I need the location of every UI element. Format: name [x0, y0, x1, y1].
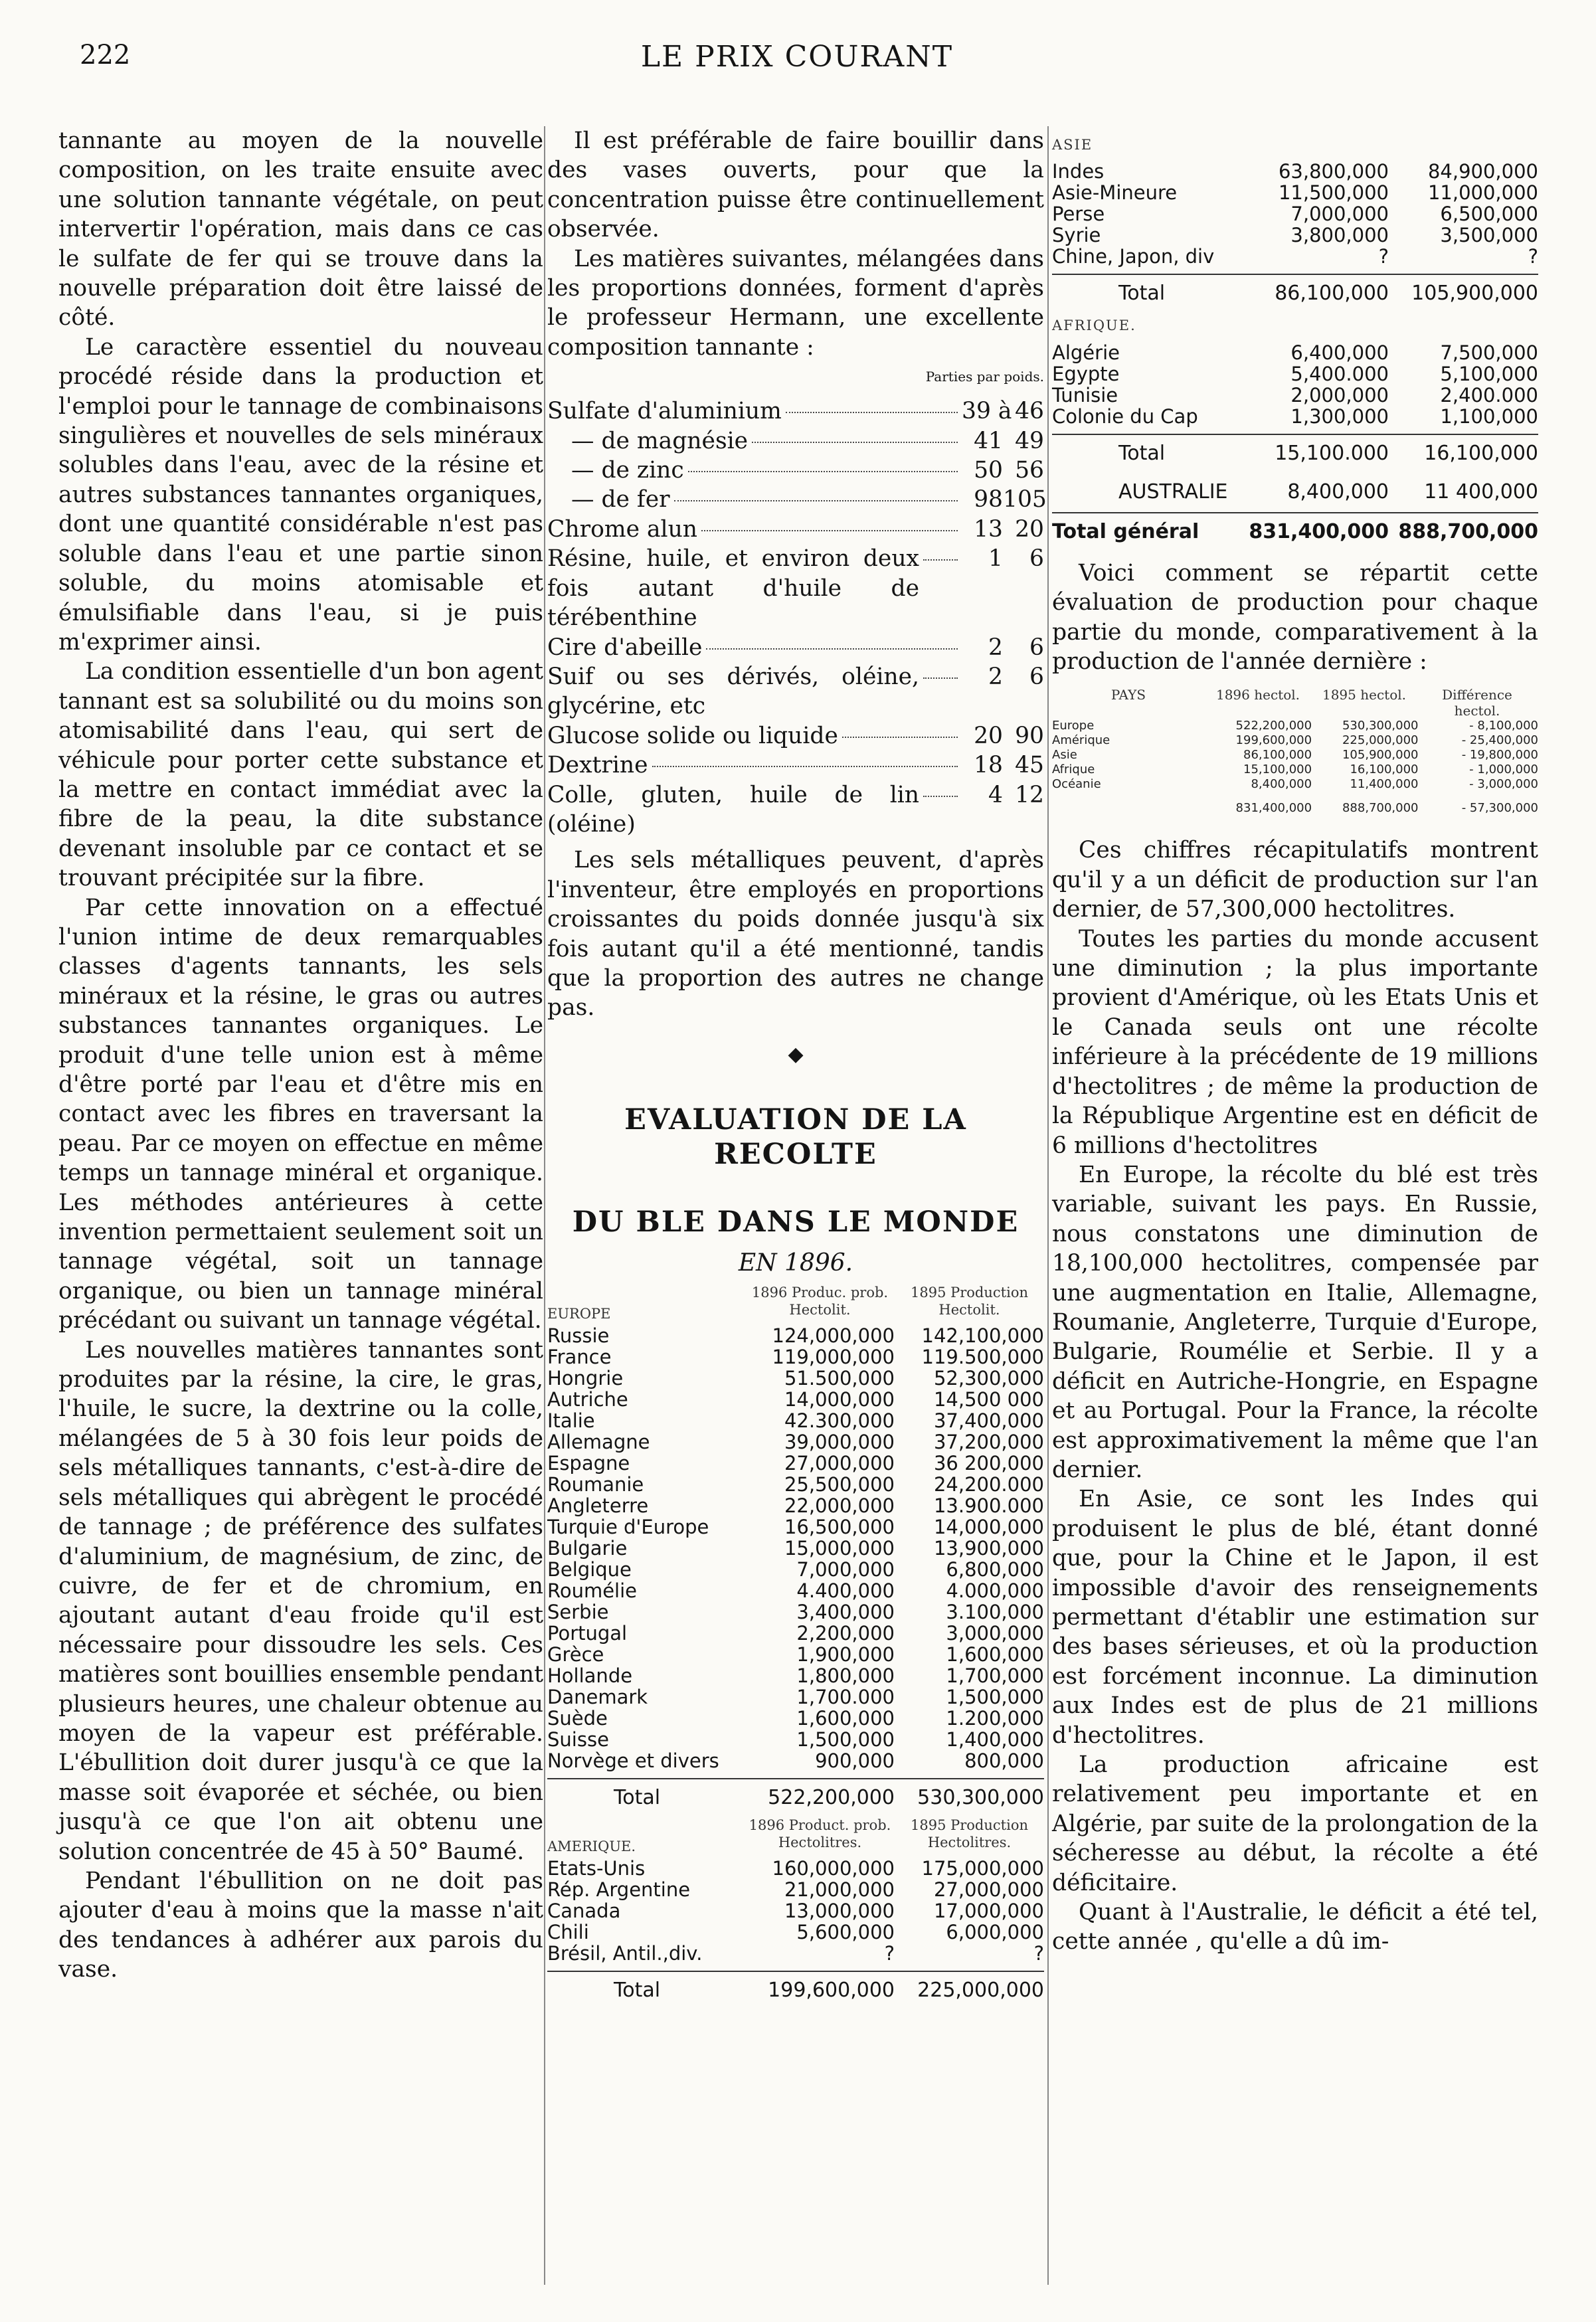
value-1895: 800,000 [964, 1749, 1044, 1772]
ingredient-row: — de fer 98 105 [571, 486, 1047, 513]
value-1895: 1,500,000 [946, 1685, 1044, 1708]
value-1896: 5,600,000 [796, 1920, 895, 1943]
value-1895: 5,100,000 [1440, 362, 1538, 385]
value-1895: 37,200,000 [933, 1430, 1044, 1453]
row-label: Perse [1052, 203, 1105, 226]
table-row [547, 1538, 1044, 1559]
row-label: Syrie [1052, 224, 1101, 247]
table-row [547, 1858, 1044, 1879]
value-1895: 7,500,000 [1440, 341, 1538, 364]
paragraph: tannante au moyen de la nouvelle composition, on les traite ensuite avec une solution tannante végétale, on peut intervertir l'opération, mais dans ce cas le sulfate de fer qui se trouve dans la nouvelle préparation doit être laissé de côté. [58, 128, 543, 331]
column-rule-right [1047, 126, 1049, 2285]
table-row [547, 1601, 1044, 1623]
paragraph: La condition essentielle d'un bon agent tannant est sa solubilité ou du moins son atomisabilité dans l'eau, qui sert de véhicule pour porter cette substance et la mettre en contact immédiat avec la fibre de la peau, la dite substance devenant insoluble par ce contact et se trouvant précipitée sur la fibre. [58, 658, 543, 892]
table-row [1052, 406, 1538, 427]
paragraph: En Asie, ce sont les Indes qui produisent le plus de blé, étant donné que, pour la Chine et le Japon, il est impossible d'avoir des renseignements permettant d'établir une estimation sur des bases sérieuses, et où la production est forcément inconnue. La diminution aux Indes est de plus de 21 millions d'hectolitres. [1052, 1486, 1538, 1749]
table-row [547, 1474, 1044, 1495]
summary-total-cell: 831,400,000 [1235, 801, 1312, 816]
value-1895: 27,000,000 [933, 1878, 1044, 1901]
paragraph: Les matières suivantes, mélangées dans les proportions données, forment d'après le professeur Hermann, une excellente composition tannante : [547, 245, 1044, 361]
afrique-table [1052, 342, 1538, 427]
value-1895: 119.500,000 [921, 1345, 1044, 1368]
summary-header: PAYS 1896 hectol. 1895 hectol. Différence hectol. [1110, 687, 1512, 719]
value-1896: 25,500,000 [784, 1473, 895, 1496]
table-row [1052, 342, 1538, 363]
summary-cell: 8,400,000 [1251, 777, 1312, 792]
row-label: Tunisie [1052, 383, 1118, 406]
value-1896: 1,500,000 [796, 1728, 895, 1751]
value-1896: 1,800,000 [796, 1664, 895, 1687]
value-1896: 16,500,000 [784, 1515, 895, 1538]
ingredient-row: Suif ou ses dérivés, oléine, glycérine, etc 2 6 [547, 663, 1044, 720]
value-1896: 119,000,000 [772, 1345, 895, 1368]
table-row [547, 1346, 1044, 1368]
row-label: Turquie d'Europe [547, 1515, 709, 1538]
row-label: Egypte [1052, 362, 1120, 385]
summary-cell: 15,100,000 [1243, 762, 1312, 777]
value-1895: 3,000,000 [946, 1621, 1044, 1645]
table-row [547, 1686, 1044, 1708]
value-1895: 14,000,000 [933, 1515, 1044, 1538]
value-1895: 142,100,000 [921, 1324, 1044, 1347]
value-1895: 1,600,000 [946, 1643, 1044, 1666]
region-label: ASIE [1052, 137, 1093, 153]
paragraph: En Europe, la récolte du blé est très variable, suivant les pays. En Russie, nous constatons une diminution de 18,100,000 hectolitres, compensée par une augmentation en Italie, Allemagne, Roumanie, Angleterre, Turquie d'Europe, Bulgarie, Roumélie et Serbie. Il y a déficit en Autriche-Hongrie, en Espagne et au Portugal. Pour la France, la récolte est approximativement la même que l'an dernier. [1052, 1161, 1538, 1483]
value-1896: 39,000,000 [784, 1430, 895, 1453]
value-1896: 21,000,000 [784, 1878, 895, 1901]
paragraph: Les nouvelles matières tannantes sont produites par la résine, la cire, le gras, l'huile, le sucre, la dextrine ou la colle, mélangées de 5 à 30 fois leur poids de sels métalliques tannants, c'est-à-dire de sels métalliques qui abrègent le procédé de tannage ; de préférence des sulfates d'aluminium, de magnésium, de zinc, de cuivre, de fer et de chromium, en ajoutant autant d'eau froide qu'il est nécessaire pour dissoudre les sels. Ces matières sont bouillies ensemble pendant plusieurs heures, une chaleur obtenue au moyen de la vapeur est préférable. L'ébullition doit durer jusqu'à ce que la masse soit évaporée et séchée, ou bien jusqu'à ce que l'on ait obtenu une solution concentrée de 45 à 50° Baumé. [58, 1336, 543, 1865]
value-1896: 1,900,000 [796, 1643, 895, 1666]
summary-row [1052, 748, 1538, 762]
paragraph: Les sels métalliques peuvent, d'après l'inventeur, être employés en proportions croissantes du poids donnée jusqu'à six fois autant qu'il a été mentionné, tandis que la proportion des autres ne change pas. [547, 847, 1044, 1022]
paragraph: Quant à l'Australie, le déficit a été tel, cette année , qu'elle a dû im- [1052, 1899, 1538, 1955]
table-row [547, 1389, 1044, 1410]
summary-cell: 16,100,000 [1350, 762, 1419, 777]
value-1895: 2,400.000 [1440, 383, 1538, 406]
value-1895: 3,500,000 [1440, 224, 1538, 247]
ingredient-row: Chrome alun 13 20 [547, 515, 1044, 543]
region-label: AFRIQUE. [1052, 317, 1136, 334]
value-1896: 7,000,000 [1290, 203, 1389, 226]
summary-cell: 11,400,000 [1350, 777, 1419, 792]
ingredient-row: Dextrine 18 45 [547, 752, 1044, 779]
table-row [1052, 363, 1538, 385]
table-row [547, 1921, 1044, 1943]
summary-row [1052, 719, 1538, 733]
value-1896: 22,000,000 [784, 1494, 895, 1517]
europe-table [547, 1325, 1044, 1771]
row-label: Brésil, Antil.,div. [547, 1941, 703, 1965]
value-1895: 6,500,000 [1440, 203, 1538, 226]
value-1896: 6,400,000 [1290, 341, 1389, 364]
summary-row [1052, 762, 1538, 777]
table-row [547, 1665, 1044, 1686]
value-1895: 17,000,000 [933, 1899, 1044, 1922]
row-label: Italie [547, 1409, 595, 1432]
summary-cell: - 25,400,000 [1461, 733, 1538, 748]
amerique-total: Total 199,600,000 225,000,000 [547, 1971, 1044, 2004]
summary-cell: 225,000,000 [1342, 733, 1419, 748]
value-1896: 63,800,000 [1278, 160, 1389, 183]
row-label: Hollande [547, 1664, 633, 1687]
row-label: Chine, Japon, div [1052, 245, 1215, 268]
row-label: Etats-Unis [547, 1856, 646, 1880]
row-label: Belgique [547, 1558, 632, 1581]
table-row [547, 1495, 1044, 1516]
value-1895: 1.200,000 [946, 1706, 1044, 1730]
value-1895: 14,500 000 [933, 1387, 1044, 1411]
paragraph: Pendant l'ébullition on ne doit pas ajouter d'eau à moins que la masse n'ait des tendances à adhérer aux parois du vase. [58, 1867, 543, 1983]
value-1895: 13.900.000 [933, 1494, 1044, 1517]
table-row [547, 1325, 1044, 1346]
row-label: Portugal [547, 1621, 628, 1645]
value-1896: 15,000,000 [784, 1536, 895, 1560]
value-1896: 14,000,000 [784, 1387, 895, 1411]
table-row [547, 1410, 1044, 1431]
value-1895: 11,000,000 [1427, 181, 1538, 205]
table-header-amerique: AMERIQUE. 1896 Product. prob. Hectolitres. 1895 Production Hectolitres. [547, 1817, 1028, 1854]
paragraph: Par cette innovation on a effectué l'union intime de deux remarquables classes d'agents tannants, les sels minéraux et la résine, le gras ou autres substances tannantes organiques. Le produit d'une telle union est à même d'être porté par l'eau et d'être mis en contact avec les fibres en traversant la peau. Par ce moyen on effectue en même temps un tannage minéral et organique. Les méthodes antérieures à cette invention permettaient seulement soit un tannage végétal, soit un tannage organique, ou bien un tannage minéral précédant ou suivant un tannage végétal. [58, 894, 543, 1334]
section-title: EVALUATION DE LA RECOLTE [624, 1103, 967, 1172]
value-1895: 6,000,000 [946, 1920, 1044, 1943]
value-1896: ? [884, 1941, 895, 1965]
row-label: Roumanie [547, 1473, 644, 1496]
row-label: Colonie du Cap [1052, 404, 1198, 428]
row-label: France [547, 1345, 612, 1368]
row-label: Danemark [547, 1685, 648, 1708]
row-label: Asie-Mineure [1052, 181, 1178, 205]
paragraph: La production africaine est relativement peu importante et en Algérie, par suite de la prolongation de la sécheresse au début, la récolte a été déficitaire. [1052, 1751, 1538, 1896]
summary-total-row [1052, 792, 1538, 816]
table-row [547, 1580, 1044, 1601]
value-1896: 42.300,000 [784, 1409, 895, 1432]
page-number: 222 [80, 40, 131, 70]
row-label: Autriche [547, 1387, 628, 1411]
table-row [547, 1368, 1044, 1389]
value-1895: 24,200.000 [933, 1473, 1044, 1496]
table-row [547, 1431, 1044, 1453]
table-row [547, 1644, 1044, 1665]
paragraph: Toutes les parties du monde accusent une diminution ; la plus importante provient d'Amérique, où les Etats Unis et le Canada seuls ont une récolte inférieure à la précédente de 19 millions d'hectolitres ; de même la production de la République Argentine est en déficit de 6 millions d'hectolitres [1052, 925, 1538, 1159]
value-1896: 4.400,000 [796, 1579, 895, 1602]
value-1896: ? [1378, 245, 1389, 268]
summary-cell: Europe [1052, 719, 1095, 733]
row-label: Indes [1052, 160, 1105, 183]
value-1895: 13,900,000 [933, 1536, 1044, 1560]
summary-cell: 522,200,000 [1235, 719, 1312, 733]
value-1895: 84,900,000 [1427, 160, 1538, 183]
column-1 [58, 126, 543, 1985]
value-1896: 5,400.000 [1290, 362, 1389, 385]
summary-cell: - 3,000,000 [1469, 777, 1538, 792]
row-label: Norvège et divers [547, 1749, 719, 1772]
row-label: Angleterre [547, 1494, 649, 1517]
value-1896: 3,800,000 [1290, 224, 1389, 247]
value-1895: 1,700,000 [946, 1664, 1044, 1687]
journal-title: LE PRIX COURANT [640, 40, 954, 74]
row-label: Hongrie [547, 1366, 624, 1389]
table-row [547, 1750, 1044, 1771]
value-1895: 1,100,000 [1440, 404, 1538, 428]
value-1896: 1,700.000 [796, 1685, 895, 1708]
value-1895: 52,300,000 [933, 1366, 1044, 1389]
ingredient-row: Colle, gluten, huile de lin (oléine) 4 12 [547, 781, 1044, 838]
parts-header: Parties par poids. [925, 369, 1044, 385]
table-row [547, 1708, 1044, 1729]
table-row [547, 1453, 1044, 1474]
ingredient-list [547, 397, 1047, 839]
summary-cell: - 8,100,000 [1469, 719, 1538, 733]
row-label: Canada [547, 1899, 621, 1922]
value-1896: 124,000,000 [772, 1324, 895, 1347]
row-label: Chili [547, 1920, 589, 1943]
ingredient-row: Glucose solide ou liquide 20 90 [547, 722, 1044, 749]
table-row [1052, 385, 1538, 406]
row-label: Algérie [1052, 341, 1120, 364]
value-1896: 27,000,000 [784, 1451, 895, 1474]
ingredient-row: Résine, huile, et environ deux fois autant d'huile de térébenthine 1 6 [547, 545, 1044, 632]
section-subtitle: EN 1896. [738, 1249, 853, 1277]
section-ornament: ◆ [788, 1042, 804, 1066]
value-1896: 1,600,000 [796, 1706, 895, 1730]
row-label: Suède [547, 1706, 608, 1730]
summary-table [1052, 719, 1538, 816]
paragraph: Ces chiffres récapitulatifs montrent qu'il y a un déficit de production sur l'an dernier, de 57,300,000 hectolitres. [1052, 837, 1538, 923]
asie-table [1052, 161, 1538, 267]
summary-cell: Afrique [1052, 762, 1095, 777]
table-row [1052, 203, 1538, 224]
summary-cell: - 1,000,000 [1469, 762, 1538, 777]
value-1895: 1,400,000 [946, 1728, 1044, 1751]
value-1896: 7,000,000 [796, 1558, 895, 1581]
summary-cell: Océanie [1052, 777, 1101, 792]
table-row [1052, 224, 1538, 246]
value-1896: 11,500,000 [1278, 181, 1389, 205]
value-1896: 160,000,000 [772, 1856, 895, 1880]
row-label: Rép. Argentine [547, 1878, 691, 1901]
table-row [547, 1879, 1044, 1900]
row-label: Bulgarie [547, 1536, 628, 1560]
table-row [547, 1623, 1044, 1644]
europe-total: Total 522,200,000 530,300,000 [547, 1778, 1044, 1811]
summary-total-cell: - 57,300,000 [1461, 801, 1538, 816]
row-label: Grèce [547, 1643, 604, 1666]
value-1895: 36 200,000 [933, 1451, 1044, 1474]
value-1896: 2,200,000 [796, 1621, 895, 1645]
row-label: Roumélie [547, 1579, 638, 1602]
ingredient-row: Cire d'abeille 2 6 [547, 634, 1044, 661]
value-1895: 4.000,000 [946, 1579, 1044, 1602]
value-1896: 51.500,000 [784, 1366, 895, 1389]
australie-row: AUSTRALIE 8,400,000 11 400,000 [1118, 480, 1538, 503]
value-1896: 900,000 [815, 1749, 895, 1772]
value-1896: 1,300,000 [1290, 404, 1389, 428]
ingredient-row: Sulfate d'aluminium 39 à 46 [547, 398, 1044, 425]
value-1895: 37,400,000 [933, 1409, 1044, 1432]
value-1895: ? [1033, 1941, 1044, 1965]
afrique-total: Total 15,100.000 16,100,000 [1052, 434, 1538, 467]
row-label: Russie [547, 1324, 610, 1347]
column-3 [1052, 126, 1538, 1957]
ingredient-row: — de zinc 50 56 [571, 457, 1044, 484]
summary-cell: 199,600,000 [1235, 733, 1312, 748]
value-1895: 175,000,000 [921, 1856, 1044, 1880]
value-1895: 3.100,000 [946, 1600, 1044, 1623]
paragraph: Le caractère essentiel du nouveau procédé réside dans la production et l'emploi pour le tannage de combinaisons singulières et nouvelles de sels minéraux solubles dans l'eau, avec de la résine et autres substances tannantes organiques, dont une quantité considérable n'est pas soluble dans l'eau et une partie sinon soluble, du moins atomisable et émulsifiable dans l'eau, si je puis m'exprimer ainsi. [58, 333, 543, 656]
summary-row [1052, 733, 1538, 748]
row-label: Allemagne [547, 1430, 650, 1453]
grand-total-row: Total général 831,400,000 888,700,000 [1052, 512, 1538, 545]
asie-total: Total 86,100,000 105,900,000 [1052, 274, 1538, 307]
summary-cell: Amérique [1052, 733, 1110, 748]
summary-cell: 86,100,000 [1243, 748, 1312, 762]
amerique-table [547, 1858, 1044, 1964]
table-row [547, 1943, 1044, 1964]
table-row [1052, 161, 1538, 182]
ingredient-row: — de magnésie 41 49 [571, 427, 1044, 454]
summary-cell: 105,900,000 [1342, 748, 1419, 762]
summary-cell: Asie [1052, 748, 1077, 762]
row-label: Espagne [547, 1451, 630, 1474]
value-1895: ? [1528, 245, 1538, 268]
summary-cell: 530,300,000 [1342, 719, 1419, 733]
table-row [547, 1559, 1044, 1580]
value-1896: 13,000,000 [784, 1899, 895, 1922]
column-2 [547, 126, 1047, 2004]
paragraph: Il est préférable de faire bouillir dans des vases ouverts, pour que la concentration puisse être continuellement observée. [547, 128, 1044, 243]
paragraph: Voici comment se répartit cette évaluation de production pour chaque partie du monde, comparativement à la production de l'année dernière : [1052, 559, 1538, 675]
value-1896: 2,000,000 [1290, 383, 1389, 406]
section-title: DU BLE DANS LE MONDE [572, 1206, 1020, 1239]
row-label: Serbie [547, 1600, 609, 1623]
table-header-europe: EUROPE 1896 Produc. prob. Hectolit. 1895 Production Hectolit. [547, 1284, 1028, 1322]
row-label: Suisse [547, 1728, 609, 1751]
table-row [547, 1516, 1044, 1538]
value-1896: 3,400,000 [796, 1600, 895, 1623]
table-row [1052, 246, 1538, 267]
summary-row [1052, 777, 1538, 792]
table-row [547, 1729, 1044, 1750]
summary-total-cell: 888,700,000 [1342, 801, 1419, 816]
table-row [1052, 182, 1538, 203]
value-1895: 6,800,000 [946, 1558, 1044, 1581]
summary-cell: - 19,800,000 [1461, 748, 1538, 762]
table-row [547, 1900, 1044, 1921]
column-rule-left [544, 126, 545, 2285]
